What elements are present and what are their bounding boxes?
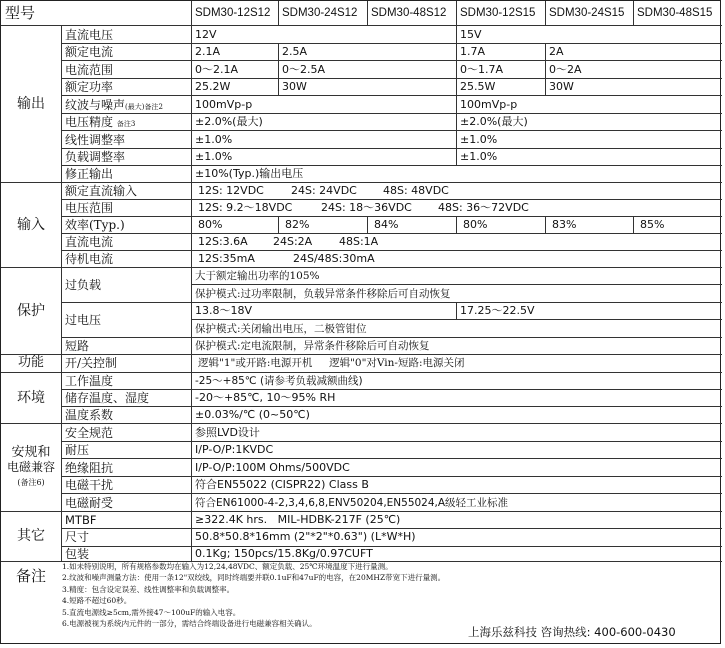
notes-list [62, 561, 712, 629]
input-range-12: 12S: 9.2～18VDC [198, 201, 293, 214]
rated-current-4: 2A [549, 45, 564, 58]
efficiency-1: 80% [198, 218, 223, 231]
label-onoff-control: 开/关控制 [65, 356, 118, 370]
dc-voltage-15: 15V [460, 28, 482, 41]
model-6: SDM30-48S15 [637, 7, 713, 19]
dc-current-24: 24S:2A [273, 235, 313, 248]
category-input: 输入 [17, 216, 45, 233]
mtbf-value: ≥322.4K hrs. MIL-HDBK-217F (25℃) [195, 513, 401, 526]
rated-power-2: 30W [282, 80, 307, 93]
safety-standard-value: 参照LVD设计 [195, 426, 260, 439]
note-item: 6.电源被视为系统内元件的一部分，需结合终端设备进行电磁兼容相关确认。 [62, 619, 317, 629]
line-reg-15: ±1.0% [460, 133, 498, 146]
accuracy-15: ±2.0%(最大) [460, 115, 528, 128]
category-environment: 环境 [17, 389, 45, 406]
withstand-value: I/P-O/P:1KVDC [195, 443, 274, 456]
label-overvoltage: 过电压 [65, 313, 102, 327]
category-function: 功能 [17, 355, 44, 370]
overvoltage-12: 13.8～18V [195, 304, 253, 317]
label-overload: 过负载 [65, 278, 102, 292]
label-package: 包装 [65, 547, 90, 561]
category-notes: 备注 [15, 567, 46, 585]
working-temp-value: -25～+85℃ (请参考负载减额曲线) [195, 375, 363, 387]
label-temp-coefficient: 温度系数 [65, 408, 114, 422]
current-range-4: 0～2A [549, 63, 582, 76]
label-current-range: 电流范围 [65, 63, 114, 77]
model-2: SDM30-24S12 [282, 7, 358, 19]
rated-power-1: 25.2W [195, 80, 231, 93]
category-output: 输出 [17, 95, 45, 112]
note-item: 3.精度：包含设定误差、线性调整率和负载调整率。 [62, 584, 235, 594]
label-storage: 储存温度、湿度 [65, 391, 150, 405]
current-range-3: 0～1.7A [460, 63, 504, 76]
trim-value: ±10%(Typ.)输出电压 [195, 167, 304, 180]
label-ems: 电磁耐受 [65, 496, 114, 510]
category-safety-emc: 安规和 电磁兼容 (备注6) [6, 444, 55, 487]
rated-dc-24: 24S: 24VDC [291, 184, 357, 197]
label-mtbf: MTBF [65, 513, 97, 527]
load-reg-12: ±1.0% [195, 150, 233, 163]
efficiency-3: 84% [374, 218, 399, 231]
emi-value: 符合EN55022 (CISPR22) Class B [195, 478, 369, 491]
label-withstand-voltage: 耐压 [65, 443, 90, 457]
label-dc-voltage: 直流电压 [65, 28, 114, 42]
footer-hotline: 上海乐兹科技 咨询热线: 400-600-0430 [468, 625, 676, 639]
rated-power-3: 25.5W [460, 80, 496, 93]
label-line-regulation: 线性调整率 [65, 133, 126, 147]
overload-line1: 大于额定输出功率的105% [195, 270, 320, 282]
dc-current-48: 48S:1A [339, 235, 379, 248]
label-load-regulation: 负载调整率 [65, 150, 126, 164]
input-range-24: 24S: 18～36VDC [321, 201, 412, 214]
model-3: SDM30-48S12 [371, 7, 447, 19]
isolation-value: I/P-O/P:100M Ohms/500VDC [195, 461, 350, 474]
line-reg-12: ±1.0% [195, 133, 233, 146]
rated-current-1: 2.1A [195, 45, 221, 58]
efficiency-5: 83% [552, 218, 577, 231]
dc-voltage-12: 12V [195, 28, 217, 41]
label-standby-current: 待机电流 [65, 252, 114, 266]
current-range-1: 0～2.1A [195, 63, 239, 76]
rated-current-3: 1.7A [460, 45, 486, 58]
label-safety-standard: 安全规范 [65, 426, 114, 440]
label-ripple: 纹波与噪声(最大)备注2 [65, 98, 163, 112]
label-rated-power: 额定功率 [65, 80, 114, 94]
model-5: SDM30-24S15 [549, 7, 625, 19]
rated-dc-12: 12S: 12VDC [198, 184, 264, 197]
category-other: 其它 [17, 528, 45, 544]
storage-value: -20～+85℃, 10～95% RH [195, 391, 336, 404]
label-rated-dc-input: 额定直流输入 [65, 184, 138, 198]
label-accuracy: 电压精度 备注3 [65, 115, 136, 129]
model-1: SDM30-12S12 [195, 7, 271, 19]
overload-line2: 保护模式:过功率限制，负载异常条件移除后可自动恢复 [195, 288, 451, 300]
rated-dc-48: 48S: 48VDC [383, 184, 449, 197]
efficiency-6: 85% [640, 218, 665, 231]
accuracy-12: ±2.0%(最大) [195, 115, 263, 128]
efficiency-4: 80% [463, 218, 488, 231]
note-item: 5.直流电源线≥5cm,需外接47～100uF的输入电容。 [62, 607, 241, 617]
label-efficiency: 效率(Typ.) [65, 218, 125, 232]
model-header-label: 型号 [5, 4, 36, 22]
label-emi: 电磁干扰 [65, 478, 114, 492]
input-range-48: 48S: 36～72VDC [438, 201, 529, 214]
label-short-circuit: 短路 [65, 339, 90, 353]
label-trim: 修正输出 [65, 167, 114, 181]
label-working-temp: 工作温度 [65, 374, 114, 388]
model-4: SDM30-12S15 [460, 7, 536, 19]
label-isolation: 绝缘阻抗 [65, 461, 114, 475]
overvoltage-line2: 保护模式:关闭输出电压，二极管钳位 [195, 323, 367, 335]
rated-current-2: 2.5A [282, 45, 308, 58]
overvoltage-15: 17.25～22.5V [460, 304, 535, 317]
label-input-voltage-range: 电压范围 [65, 201, 114, 215]
temp-coefficient-value: ±0.03%/℃ (0~50℃) [195, 408, 310, 421]
size-value: 50.8*50.8*16mm (2"*2"*0.63") (L*W*H) [195, 530, 416, 543]
note-item: 1.如未特别说明，所有规格参数均在输入为12,24,48VDC、额定负载、25℃环境温度下进行量测。 [62, 562, 393, 571]
note-item: 4.短路不超过60秒。 [62, 596, 132, 606]
package-value: 0.1Kg; 150pcs/15.8Kg/0.97CUFT [195, 547, 373, 560]
note-item: 2.纹波和噪声测量方法：使用一条12"双绞线，同时终端要并联0.1uF和47uF的电容，在20MHZ带宽下进行量测。 [62, 573, 446, 583]
label-size: 尺寸 [65, 530, 90, 544]
load-reg-15: ±1.0% [460, 150, 498, 163]
label-dc-current: 直流电流 [65, 235, 114, 249]
ems-value: 符合EN61000-4-2,3,4,6,8,ENV50204,EN55024,A级轻工业标准 [195, 497, 509, 509]
standby-24-48: 24S/48S:30mA [293, 252, 375, 265]
onoff-value: 逻辑"1"或开路:电源开机 逻辑"0"对Vin-短路:电源关闭 [198, 357, 465, 369]
standby-12: 12S:35mA [198, 252, 255, 265]
short-circuit-value: 保护模式:定电流限制，异常条件移除后可自动恢复 [195, 340, 430, 352]
rated-power-4: 30W [549, 80, 574, 93]
ripple-12: 100mVp-p [195, 98, 253, 111]
current-range-2: 0～2.5A [282, 63, 326, 76]
efficiency-2: 82% [285, 218, 310, 231]
ripple-15: 100mVp-p [460, 98, 518, 111]
dc-current-12: 12S:3.6A [198, 235, 248, 248]
label-rated-current: 额定电流 [65, 45, 114, 59]
category-protection: 保护 [17, 302, 45, 319]
